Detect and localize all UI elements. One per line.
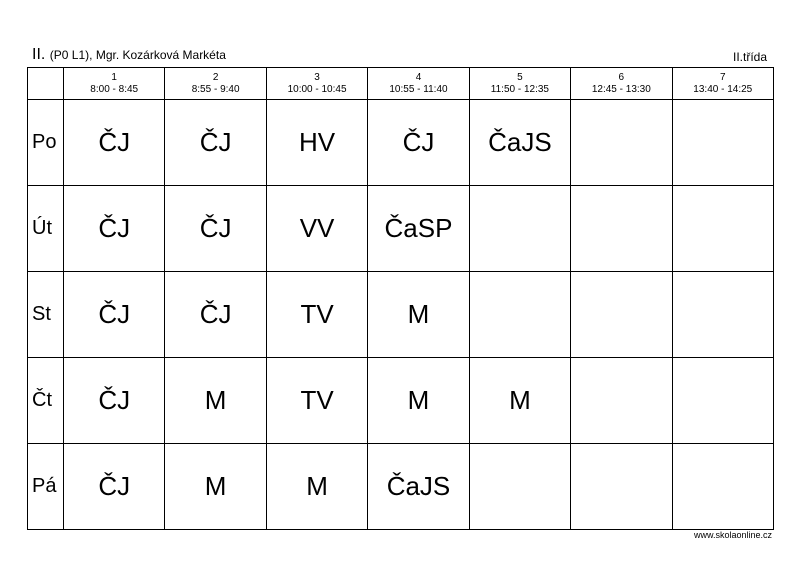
lesson-cell [672,444,773,530]
class-label: II.třída [732,50,767,64]
period-number: 5 [517,71,523,83]
lesson-cell: ČJ [64,100,165,186]
period-header [672,68,773,100]
corner-cell [28,68,64,100]
lesson-cell: ČaJS [469,100,570,186]
lesson-cell: M [368,272,469,358]
period-number: 2 [212,71,219,83]
lesson-cell [469,186,570,272]
lesson-cell: ČJ [165,100,266,186]
lesson-cell: M [266,444,367,530]
lesson-cell: ČJ [165,186,266,272]
period-time: 11:50 - 12:35 [490,83,549,95]
class-name: II. [32,46,46,63]
lesson-cell [672,358,773,444]
lesson-cell: HV [266,100,367,186]
lesson-cell: TV [266,272,367,358]
lesson-cell: ČJ [64,358,165,444]
period-header [469,68,570,100]
lesson-cell: ČJ [368,100,469,186]
teacher-name: (P0 L1), Mgr. Kozárková Markéta [49,48,226,62]
day-label: Út [28,186,64,272]
lesson-cell: ČJ [64,272,165,358]
timetable-header [32,47,226,63]
period-number: 3 [314,71,320,83]
lesson-cell: ČJ [64,444,165,530]
lesson-cell: ČaJS [368,444,469,530]
period-header [266,68,367,100]
lesson-cell: M [368,358,469,444]
period-time: 12:45 - 13:30 [591,83,651,95]
period-header [571,68,672,100]
period-time: 13:40 - 14:25 [693,83,753,95]
lesson-cell: TV [266,358,367,444]
day-row-ct [28,358,774,444]
lesson-cell [571,272,672,358]
day-label: Čt [28,358,64,444]
lesson-cell [571,444,672,530]
day-row-st [28,272,774,358]
lesson-cell [571,186,672,272]
day-row-pa [28,444,774,530]
lesson-cell: ČJ [165,272,266,358]
lesson-cell: ČaSP [368,186,469,272]
period-time: 10:55 - 11:40 [389,83,448,95]
period-number: 6 [618,71,625,83]
lesson-cell: VV [266,186,367,272]
day-label: St [28,272,64,358]
lesson-cell [672,186,773,272]
lesson-cell: M [469,358,570,444]
period-header-row [28,68,774,100]
period-header [64,68,165,100]
period-header [165,68,266,100]
day-row-ut [28,186,774,272]
day-row-po [28,100,774,186]
lesson-cell [571,100,672,186]
day-label: Pá [28,444,64,530]
period-number: 7 [719,71,726,83]
period-time: 8:00 - 8:45 [90,83,139,95]
lesson-cell: ČJ [64,186,165,272]
day-label: Po [28,100,64,186]
lesson-cell [672,100,773,186]
lesson-cell: M [165,358,266,444]
website-link: www.skolaonline.cz [693,530,772,540]
period-time: 8:55 - 9:40 [191,83,240,95]
period-time: 10:00 - 10:45 [287,83,347,95]
lesson-cell [469,272,570,358]
period-number: 4 [415,71,422,83]
lesson-cell [469,444,570,530]
lesson-cell [571,358,672,444]
timetable-grid [27,67,774,530]
period-header [368,68,469,100]
period-number: 1 [111,71,117,83]
lesson-cell [672,272,773,358]
lesson-cell: M [165,444,266,530]
